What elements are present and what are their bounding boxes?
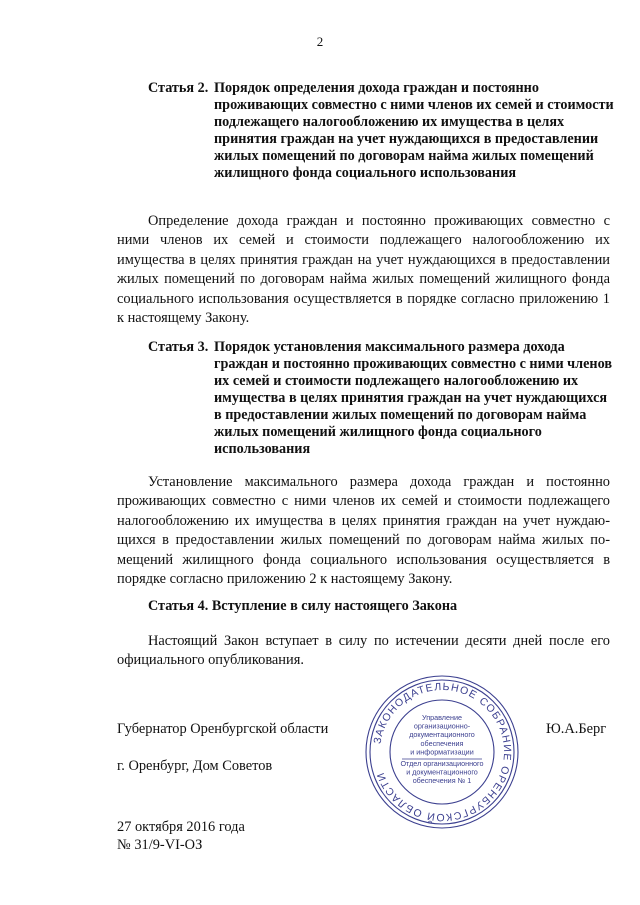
- article-3-title: Порядок установления максимального размера дохода граждан и постоянно проживающих совместно с ними членов их семей и стоимости подлежащего налогообложению их имущества в целях принятия граждан на учет нуждающихся в предоставлении жилых помещений по договорам найма жилых помещений жилищного фонда социального использования: [214, 339, 613, 457]
- article-4-body: Настоящий Закон вступает в силу по истечении десяти дней после его официального опубликования.: [117, 633, 610, 669]
- signatory-name: Ю.А.Берг: [546, 721, 607, 737]
- article-3-body: Установление максимального размера дохода граждан и постоянно проживающих совместно с ними членов их семей и стоимости подлежащего налогообложению их имущества в целях принятия граждан на учет нуждающихся в предоставлении жилых помещений по договорам найма жилых помещений жилищного фонда социального использования осуществляется в порядке согласно приложению 2 к настоящему Закону.: [117, 474, 610, 588]
- stamp-inner-line: и информатизации: [410, 747, 474, 757]
- signing-place: г. Оренбург, Дом Советов: [117, 758, 273, 774]
- stamp-inner-line: организационно-: [413, 721, 471, 731]
- signing-date: 27 октября 2016 года: [117, 819, 245, 835]
- article-2-title: Порядок определения дохода граждан и постоянно проживающих совместно с ними членов их семей и стоимости подлежащего налогообложению их имущества в целях принятия граждан на учет нуждающихся в предоставлении жилых помещений по договорам найма жилых помещений жилищного фонда социального использования: [214, 80, 614, 181]
- stamp-inner-line: документационного: [409, 730, 475, 740]
- signatory-position: Губернатор Оренбургской области: [117, 721, 329, 737]
- stamp-inner-line: Управление: [422, 713, 462, 722]
- article-3-number: Статья 3.: [148, 339, 209, 355]
- stamp-inner-line: и документационного: [406, 767, 478, 777]
- article-2-heading: [148, 80, 618, 182]
- article-4-title: Вступление в силу настоящего Закона: [211, 598, 458, 614]
- article-2-number: Статья 2.: [148, 80, 209, 96]
- law-number: № 31/9-VI-ОЗ: [117, 837, 203, 853]
- stamp-inner-line: обеспечения: [420, 738, 464, 748]
- article-3-heading: [148, 339, 618, 458]
- official-stamp-seal: [362, 672, 522, 832]
- svg-text:ЗАКОНОДАТЕЛЬНОЕ СОБРАНИЕ ОРЕНБ: ЗАКОНОДАТЕЛЬНОЕ СОБРАНИЕ ОРЕНБУРГСКОЙ ОБЛАСТИ: [371, 680, 514, 824]
- article-4-number: Статья 4.: [148, 598, 209, 614]
- stamp-inner-line: Отдел организационного: [400, 759, 484, 768]
- article-4-heading: [148, 598, 618, 615]
- page-number: 2: [316, 34, 324, 49]
- article-2-body: Определение дохода граждан и постоянно проживающих совместно с ними членов их семей и стоимости подлежащего налогообложению их имущества в целях принятия граждан на учет нуждающихся в предоставлении жилых помещений по договорам найма жилых помещений жилищного фонда социального использования осуществляется в порядке согласно приложению 1 к настоящему Закону.: [117, 213, 610, 327]
- stamp-inner-line: обеспечения № 1: [412, 776, 472, 786]
